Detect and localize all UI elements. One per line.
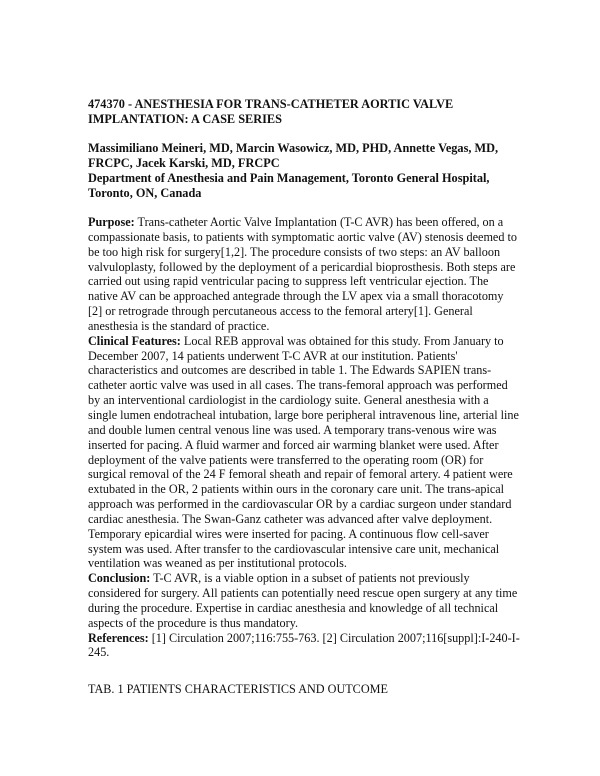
purpose-heading: Purpose: (88, 215, 135, 229)
conclusion-text: T-C AVR, is a viable option in a subset of patients not previously considered for surgery. All patients can potentially need rescue open surgery at any time during the procedure. Expertise in cardiac anesthesia and knowledge of all technical aspects of the procedure is thus mandatory. (88, 571, 518, 630)
conclusion-section (88, 571, 520, 630)
paper-title: 474370 - ANESTHESIA FOR TRANS-CATHETER AORTIC VALVE IMPLANTATION: A CASE SERIES (88, 97, 454, 126)
clinical-features-heading: Clinical Features: (88, 333, 181, 348)
author-list: Massimiliano Meineri, MD, Marcin Wasowicz, MD, PHD, Annette Vegas, MD, FRCPC, Jacek Karski, MD, FRCPC (88, 141, 499, 170)
table-caption: TAB. 1 PATIENTS CHARACTERISTICS AND OUTCOME (88, 682, 388, 697)
references-section (88, 631, 520, 661)
references-heading: References: (88, 630, 149, 645)
abstract-page (88, 97, 520, 697)
purpose-text: Trans-catheter Aortic Valve Implantation (T-C AVR) has been offered, on a compassionate basis, to patients with symptomatic aortic valve (AV) stenosis deemed to be too high risk for surgery[1,2]. The procedure consists of two steps: an AV balloon valvuloplasty, followed by the deployment of a pericardial bioprosthesis. Both steps are carried out using rapid ventricular pacing to suppress left ventricular ejection. The native AV can be approached antegrade through the LV apex via a small thoracotomy [2] or retrograde through percutaneous access to the femoral artery[1]. General anesthesia is the standard of practice. (88, 215, 517, 333)
clinical-features-section (88, 334, 520, 572)
conclusion-heading: Conclusion: (88, 571, 151, 586)
clinical-features-text: Local REB approval was obtained for this study. From January to December 2007, 14 patients underwent T-C AVR at our institution. Patients' characteristics and outcomes are described in table 1. The Edwards SAPIEN trans-catheter aortic valve was used in all cases. The trans-femoral approach was performed by an interventional cardiologist in the cardiology suite. General anesthesia with a single lumen endotracheal intubation, large bore peripheral intravenous line, arterial line and double lumen central venous line was used. A temporary trans-venous wire was inserted for pacing. A fluid warmer and forced air warming blanket were used. After deployment of the valve patients were transferred to the operating room (OR) for surgical removal of the 24 F femoral sheath and repair of femoral artery. 4 patient were extubated in the OR, 2 patients within ours in the coronary care unit. The trans-apical approach was performed in the cardiovascular OR by a cardiac surgeon under standard cardiac anesthesia. The Swan-Ganz catheter was advanced after valve deployment. Temporary epicardial wires were inserted for pacing. A continuous flow cell-saver system was used. After transfer to the cardiovascular intensive care unit, mechanical ventilation was weaned as per institutional protocols. (88, 333, 519, 571)
affiliation: Department of Anesthesia and Pain Management, Toronto General Hospital, Toronto, ON, Canada (88, 171, 490, 200)
purpose-section (88, 215, 520, 334)
references-text: [1] Circulation 2007;116:755-763. [2] Circulation 2007;116[suppl]:I-240-I-245. (88, 630, 520, 660)
